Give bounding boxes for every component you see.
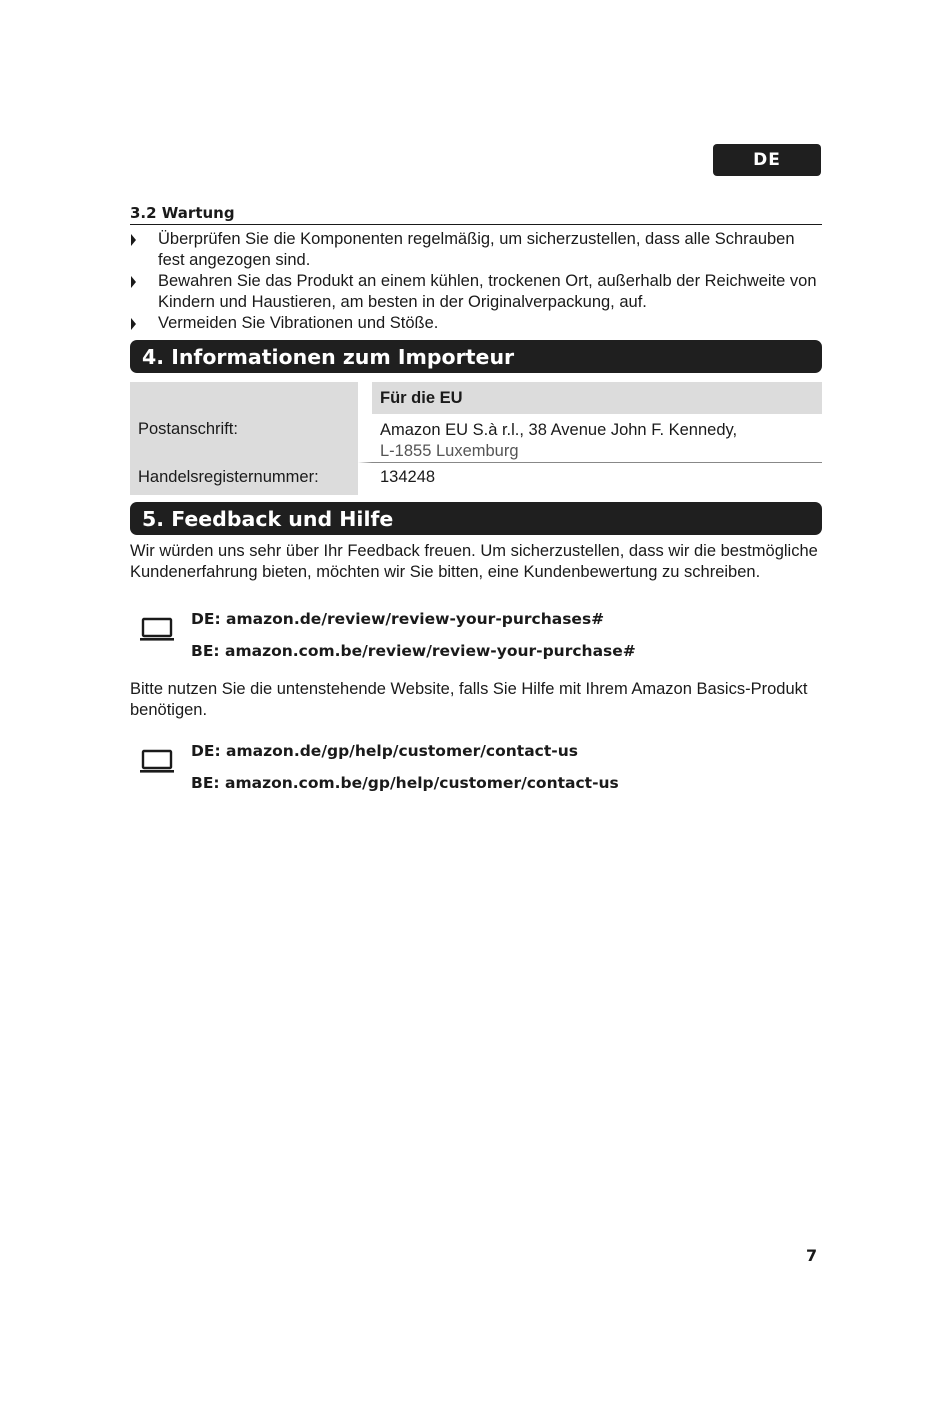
table-header-row <box>130 382 822 414</box>
help-link-be[interactable]: BE: amazon.com.be/gp/help/customer/contact-us <box>191 774 619 792</box>
laptop-icon <box>140 749 174 773</box>
triangle-bullet-icon <box>131 276 136 288</box>
triangle-bullet-icon <box>131 318 136 330</box>
table-value-registration: 134248 <box>358 463 822 495</box>
review-link-de[interactable]: DE: amazon.de/review/review-your-purchases# <box>191 610 605 628</box>
page-content <box>130 204 822 799</box>
table-label-postal-address: Postanschrift: <box>130 414 358 463</box>
list-item <box>130 271 822 313</box>
table-value-postal-address <box>358 414 822 463</box>
section-title-feedback: 5. Feedback und Hilfe <box>130 502 822 535</box>
help-text: Bitte nutzen Sie die untenstehende Website, falls Sie Hilfe mit Ihrem Amazon Basics-Produkt benötigen. <box>130 680 808 719</box>
language-tab: DE <box>713 144 821 176</box>
feedback-intro: Wir würden uns sehr über Ihr Feedback freuen. Um sicherzustellen, dass wir die bestmögliche Kundenerfahrung bieten, möchten wir Sie bitten, eine Kundenbewertung zu schreiben. <box>130 542 818 581</box>
section-title-importer: 4. Informationen zum Importeur <box>130 340 822 373</box>
table-header-empty-cell <box>130 382 358 414</box>
help-link-de[interactable]: DE: amazon.de/gp/help/customer/contact-us <box>191 742 578 760</box>
maintenance-list <box>130 229 822 334</box>
list-item-text: Bewahren Sie das Produkt an einem kühlen, trockenen Ort, außerhalb der Reichweite von Kindern und Haustieren, am besten in der Originalverpackung, auf. <box>158 272 817 311</box>
importer-table <box>130 382 822 495</box>
list-item-text: Überprüfen Sie die Komponenten regelmäßig, um sicherzustellen, dass alle Schrauben fest angezogen sind. <box>158 230 795 269</box>
help-links-block <box>130 735 822 799</box>
list-item-text: Vermeiden Sie Vibrationen und Stöße. <box>158 314 439 332</box>
review-link-be[interactable]: BE: amazon.com.be/review/review-your-purchase# <box>191 642 636 660</box>
table-header-eu: Für die EU <box>358 382 822 414</box>
laptop-icon <box>140 617 174 641</box>
table-row <box>130 463 822 495</box>
review-links-block <box>130 603 822 667</box>
list-item <box>130 229 822 271</box>
address-line-2: L-1855 Luxemburg <box>380 442 519 460</box>
section-heading-wartung: 3.2 Wartung <box>130 204 822 225</box>
triangle-bullet-icon <box>131 234 136 246</box>
address-line-1: Amazon EU S.à r.l., 38 Avenue John F. Kennedy, <box>380 421 738 439</box>
table-row <box>130 414 822 463</box>
page-number: 7 <box>806 1246 818 1265</box>
list-item <box>130 313 822 334</box>
table-label-registration: Handelsregisternummer: <box>130 463 358 495</box>
